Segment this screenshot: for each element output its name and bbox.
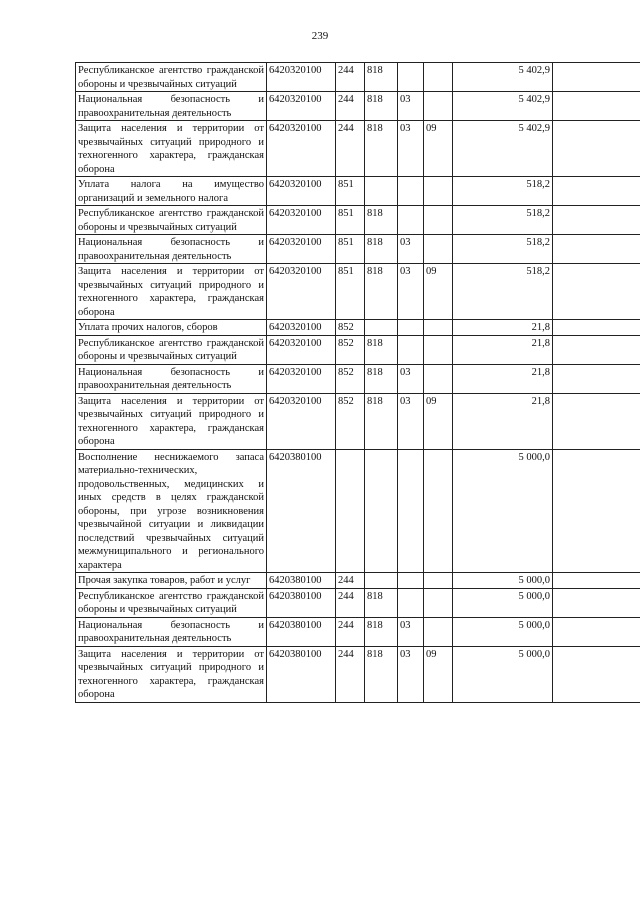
row-name-cell: Защита населения и территории от чрезвычайных ситуаций природного и техногенного характера, гражданская оборона [76, 393, 267, 449]
subsection-code-cell [424, 364, 453, 393]
expense-type-cell: 244 [336, 646, 365, 702]
subsection-code-cell [424, 235, 453, 264]
subsection-code-cell [424, 63, 453, 92]
expense-type-cell: 244 [336, 63, 365, 92]
expense-type-cell: 851 [336, 206, 365, 235]
subsection-code-cell [424, 335, 453, 364]
target-article-code-cell: 6420320100 [267, 206, 336, 235]
empty-cell [553, 320, 640, 336]
empty-cell [553, 573, 640, 589]
budget-manager-code-cell: 818 [365, 364, 398, 393]
amount-cell: 21,8 [453, 364, 553, 393]
target-article-code-cell: 6420380100 [267, 617, 336, 646]
row-name-cell: Уплата налога на имущество организаций и земельного налога [76, 177, 267, 206]
amount-cell: 518,2 [453, 264, 553, 320]
subsection-code-cell [424, 177, 453, 206]
target-article-code-cell: 6420380100 [267, 573, 336, 589]
table-row [76, 177, 640, 206]
subsection-code-cell: 09 [424, 264, 453, 320]
table-row [76, 92, 640, 121]
section-code-cell: 03 [398, 92, 424, 121]
target-article-code-cell: 6420320100 [267, 320, 336, 336]
table-row [76, 320, 640, 336]
expense-type-cell: 852 [336, 364, 365, 393]
target-article-code-cell: 6420320100 [267, 63, 336, 92]
row-name-cell: Защита населения и территории от чрезвычайных ситуаций природного и техногенного характера, гражданская оборона [76, 121, 267, 177]
target-article-code-cell: 6420320100 [267, 92, 336, 121]
row-name-cell: Республиканское агентство гражданской обороны и чрезвычайных ситуаций [76, 588, 267, 617]
section-code-cell [398, 320, 424, 336]
expense-type-cell: 244 [336, 573, 365, 589]
row-name-cell: Национальная безопасность и правоохранительная деятельность [76, 92, 267, 121]
table-row [76, 264, 640, 320]
row-name-cell: Национальная безопасность и правоохранительная деятельность [76, 235, 267, 264]
target-article-code-cell: 6420320100 [267, 393, 336, 449]
empty-cell [553, 63, 640, 92]
empty-cell [553, 449, 640, 573]
row-name-cell: Восполнение неснижаемого запаса материально-технических, продовольственных, медицинских и иных средств в целях гражданской обороны, при угрозе возникновения чрезвычайной ситуации и ликвидации последствий чрезвычайных ситуаций межмуниципального и регионального характера [76, 449, 267, 573]
section-code-cell [398, 588, 424, 617]
section-code-cell [398, 63, 424, 92]
table-row [76, 121, 640, 177]
row-name-cell: Уплата прочих налогов, сборов [76, 320, 267, 336]
section-code-cell: 03 [398, 646, 424, 702]
expense-type-cell: 852 [336, 335, 365, 364]
budget-manager-code-cell: 818 [365, 617, 398, 646]
row-name-cell: Республиканское агентство гражданской обороны и чрезвычайных ситуаций [76, 335, 267, 364]
expense-type-cell: 244 [336, 92, 365, 121]
subsection-code-cell [424, 617, 453, 646]
section-code-cell [398, 573, 424, 589]
row-name-cell: Защита населения и территории от чрезвычайных ситуаций природного и техногенного характера, гражданская оборона [76, 264, 267, 320]
expense-type-cell: 852 [336, 320, 365, 336]
section-code-cell: 03 [398, 393, 424, 449]
subsection-code-cell [424, 92, 453, 121]
subsection-code-cell [424, 206, 453, 235]
expense-type-cell: 851 [336, 235, 365, 264]
expense-type-cell: 851 [336, 177, 365, 206]
section-code-cell [398, 335, 424, 364]
section-code-cell: 03 [398, 617, 424, 646]
amount-cell: 21,8 [453, 393, 553, 449]
budget-manager-code-cell: 818 [365, 63, 398, 92]
target-article-code-cell: 6420380100 [267, 646, 336, 702]
subsection-code-cell: 09 [424, 646, 453, 702]
section-code-cell: 03 [398, 264, 424, 320]
table-row [76, 364, 640, 393]
budget-manager-code-cell [365, 449, 398, 573]
target-article-code-cell: 6420320100 [267, 264, 336, 320]
expense-type-cell: 851 [336, 264, 365, 320]
budget-manager-code-cell: 818 [365, 92, 398, 121]
empty-cell [553, 364, 640, 393]
amount-cell: 5 000,0 [453, 573, 553, 589]
amount-cell: 5 000,0 [453, 588, 553, 617]
amount-cell: 21,8 [453, 320, 553, 336]
expense-type-cell: 244 [336, 617, 365, 646]
empty-cell [553, 393, 640, 449]
amount-cell: 5 402,9 [453, 92, 553, 121]
table-row [76, 63, 640, 92]
expense-type-cell [336, 449, 365, 573]
subsection-code-cell [424, 449, 453, 573]
expense-type-cell: 244 [336, 121, 365, 177]
empty-cell [553, 121, 640, 177]
target-article-code-cell: 6420380100 [267, 449, 336, 573]
table-row [76, 335, 640, 364]
budget-manager-code-cell: 818 [365, 264, 398, 320]
target-article-code-cell: 6420320100 [267, 335, 336, 364]
subsection-code-cell [424, 573, 453, 589]
table-row [76, 393, 640, 449]
table-row [76, 646, 640, 702]
page-number: 239 [311, 30, 329, 42]
empty-cell [553, 264, 640, 320]
row-name-cell: Национальная безопасность и правоохранительная деятельность [76, 364, 267, 393]
amount-cell: 518,2 [453, 206, 553, 235]
budget-manager-code-cell: 818 [365, 393, 398, 449]
empty-cell [553, 177, 640, 206]
budget-table [75, 62, 640, 703]
target-article-code-cell: 6420320100 [267, 364, 336, 393]
empty-cell [553, 235, 640, 264]
table-row [76, 588, 640, 617]
row-name-cell: Республиканское агентство гражданской обороны и чрезвычайных ситуаций [76, 63, 267, 92]
budget-manager-code-cell: 818 [365, 206, 398, 235]
empty-cell [553, 617, 640, 646]
budget-manager-code-cell [365, 573, 398, 589]
subsection-code-cell [424, 320, 453, 336]
section-code-cell: 03 [398, 364, 424, 393]
subsection-code-cell [424, 588, 453, 617]
budget-manager-code-cell [365, 320, 398, 336]
amount-cell: 5 000,0 [453, 617, 553, 646]
target-article-code-cell: 6420320100 [267, 121, 336, 177]
section-code-cell [398, 449, 424, 573]
expense-type-cell: 244 [336, 588, 365, 617]
budget-manager-code-cell: 818 [365, 335, 398, 364]
table-row [76, 617, 640, 646]
target-article-code-cell: 6420320100 [267, 235, 336, 264]
amount-cell: 5 402,9 [453, 121, 553, 177]
empty-cell [553, 206, 640, 235]
budget-manager-code-cell: 818 [365, 121, 398, 177]
budget-manager-code-cell: 818 [365, 646, 398, 702]
amount-cell: 518,2 [453, 235, 553, 264]
row-name-cell: Прочая закупка товаров, работ и услуг [76, 573, 267, 589]
amount-cell: 518,2 [453, 177, 553, 206]
section-code-cell [398, 206, 424, 235]
row-name-cell: Национальная безопасность и правоохранительная деятельность [76, 617, 267, 646]
section-code-cell [398, 177, 424, 206]
expense-type-cell: 852 [336, 393, 365, 449]
empty-cell [553, 588, 640, 617]
budget-manager-code-cell: 818 [365, 588, 398, 617]
target-article-code-cell: 6420380100 [267, 588, 336, 617]
empty-cell [553, 335, 640, 364]
empty-cell [553, 646, 640, 702]
section-code-cell: 03 [398, 121, 424, 177]
table-row [76, 573, 640, 589]
section-code-cell: 03 [398, 235, 424, 264]
empty-cell [553, 92, 640, 121]
row-name-cell: Защита населения и территории от чрезвычайных ситуаций природного и техногенного характера, гражданская оборона [76, 646, 267, 702]
target-article-code-cell: 6420320100 [267, 177, 336, 206]
budget-manager-code-cell: 818 [365, 235, 398, 264]
row-name-cell: Республиканское агентство гражданской обороны и чрезвычайных ситуаций [76, 206, 267, 235]
table-row [76, 235, 640, 264]
amount-cell: 5 402,9 [453, 63, 553, 92]
subsection-code-cell: 09 [424, 121, 453, 177]
amount-cell: 5 000,0 [453, 449, 553, 573]
table-row [76, 449, 640, 573]
budget-manager-code-cell [365, 177, 398, 206]
amount-cell: 5 000,0 [453, 646, 553, 702]
table-row [76, 206, 640, 235]
amount-cell: 21,8 [453, 335, 553, 364]
subsection-code-cell: 09 [424, 393, 453, 449]
